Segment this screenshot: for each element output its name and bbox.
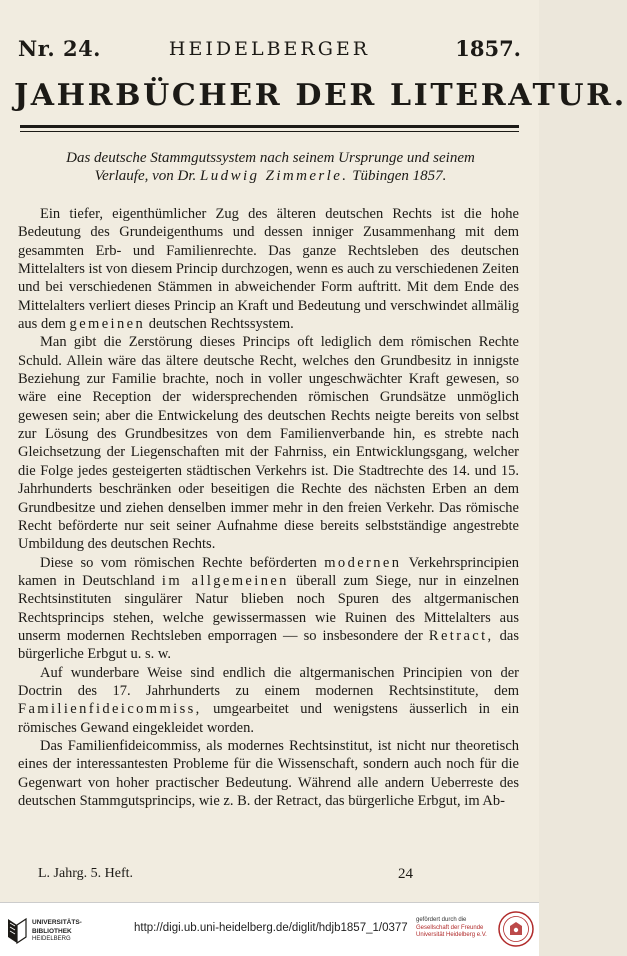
p4-part-a: Auf wunderbare Weise sind endlich die altgermanischen Principien von der Doctrin des 17. Jahrhunderts zu einem modernen Rechtsinstitute, dem <box>18 664 519 699</box>
p3-emphasis-2: im allgemeinen <box>161 572 289 589</box>
library-line-3: HEIDELBERG <box>32 936 71 942</box>
citation-line1: Das deutsche Stammgutssystem nach seinem Ursprunge und seinem <box>66 150 475 166</box>
paragraph-4 <box>18 664 519 737</box>
library-emblem-icon <box>6 915 28 945</box>
p3-part-b: Verkehrsprincipien kamen in Deutschland <box>18 554 519 589</box>
page-number: 24 <box>398 866 413 882</box>
p3-emphasis-1: modernen <box>324 554 402 571</box>
citation-line2-prefix: Verlaufe, von Dr. <box>94 168 197 184</box>
p4-part-b: umgearbeitet und wenigstens äusserlich in ein römisches Gewand eingekleidet worden. <box>18 701 519 736</box>
university-seal-icon[interactable] <box>498 911 534 947</box>
p4-emphasis: Familienfideicommiss, <box>18 701 202 718</box>
masthead-rule-thin <box>20 131 519 132</box>
issue-number: Nr. 24. <box>18 36 101 61</box>
citation-place-year: Tübingen 1857. <box>352 168 447 184</box>
permalink-url[interactable]: http://digi.ub.uni-heidelberg.de/diglit/hdjb1857_1/0377 <box>134 922 408 934</box>
journal-running-title: HEIDELBERGER <box>168 38 371 60</box>
masthead-title: JAHRBÜCHER DER LITERATUR. <box>14 78 627 113</box>
running-header <box>18 36 521 66</box>
masthead-rule-thick <box>20 125 519 128</box>
p1-emphasis: gemeinen <box>69 316 146 333</box>
sponsor-line-3: Universität Heidelberg e.V. <box>416 932 487 938</box>
paragraph-2: Man gibt die Zerstörung dieses Princips oft lediglich dem römischen Rechte Schuld. Allein wäre das ältere deutsche Recht, welches den Grundbesitz in innigste Beziehung zur Familie brachte, noch in voller ungeschwächter Kraft gewesen, so wäre eine Reception der widersprechenden römischen Grundsätze unmöglich gewesen sein; aber die Entwickelung des deutschen Rechts neigte bereits von selbst zur Lösung des Grundbesitzes von dem Familienverbande hin, es strebte nach Gleichsetzung der Liegenschaften mit der Fahrniss, ein Entwicklungsgang, welcher die Folge jedes gesteigerten städtischen Verkehrs ist. Die Stadtrechte des 14. und 15. Jahrhunderts beschränken oder beseitigen die Rechte des nächsten Erben an dem Grundbesitze und ziehen denselben immer mehr in den freien Verkehr. Das römische Recht beförderte nur seit seiner Aufnahme diese bereits selbstständige angestrebte Umbildung des deutschen Rechts. <box>18 334 519 553</box>
p1-text: Ein tiefer, eigenthümlicher Zug des älteren deutschen Rechts ist die hohe Bedeutung des Grundeigenthums und dessen inniger Zusammenhang mit dem gesammten Erb- und Familienrechte. Das ganze Rechtsleben des deutschen Mittelalters ist von diesem Princip durchzogen, wenn es auch zu verschiedenen Zeiten und bei verschiedenen Stämmen in abweichender Form auftritt. Mit dem Ende des Mittelalters verliert dieses Princip an Kraft und Bedeutung und verschwindet allmälig aus dem <box>18 206 519 333</box>
digitization-bar <box>0 902 539 956</box>
paragraph-5: Das Familienfideicommiss, als modernes Rechtsinstitut, ist nicht nur theoretisch eines der interessantesten Probleme für die Wissenschaft, sondern auch noch für die Gegenwart von hoher practischer Bedeutung. Während alle andern Ueberreste des deutschen Stammgutsprincips, wie z. B. der Retract, das bürgerliche Erbgut, im Ab- <box>18 737 519 809</box>
paragraph-1 <box>18 205 519 333</box>
library-line-2: BIBLIOTHEK <box>32 927 72 935</box>
citation-author: Ludwig Zimmerle. <box>200 168 349 184</box>
library-name <box>32 919 82 944</box>
issue-year: 1857. <box>455 36 521 61</box>
p3-emphasis-3: Retract, <box>428 627 494 644</box>
page-footer <box>18 866 519 884</box>
library-logo[interactable] <box>6 915 106 949</box>
paragraph-3 <box>18 554 519 664</box>
p3-part-c: überall zum Siege, nur in einzelnen Rechtsinstituten singulärer Natur blieben noch Spuren des altgermanischen Rechtsprincips stehen, welche gewissermassen wie Ruinen des Mittelalters aus unserm modernen Rechtsleben emporragen — so insbesondere der <box>18 572 520 644</box>
book-citation <box>24 149 517 185</box>
p3-part-d: das bürgerliche Erbgut u. s. w. <box>18 627 519 663</box>
sponsor-line-2: Gesellschaft der Freunde <box>416 924 484 931</box>
signature-mark: L. Jahrg. 5. Heft. <box>38 866 133 881</box>
sponsor-line-1: gefördert durch die <box>416 917 467 923</box>
library-line-1: UNIVERSITÄTS- <box>32 919 82 926</box>
article-body <box>18 205 519 810</box>
p1-end: deutschen Rechtssystem. <box>148 316 294 333</box>
p3-part-a: Diese so vom römischen Rechte beförderten <box>40 554 317 571</box>
sponsor-credit <box>416 917 487 940</box>
